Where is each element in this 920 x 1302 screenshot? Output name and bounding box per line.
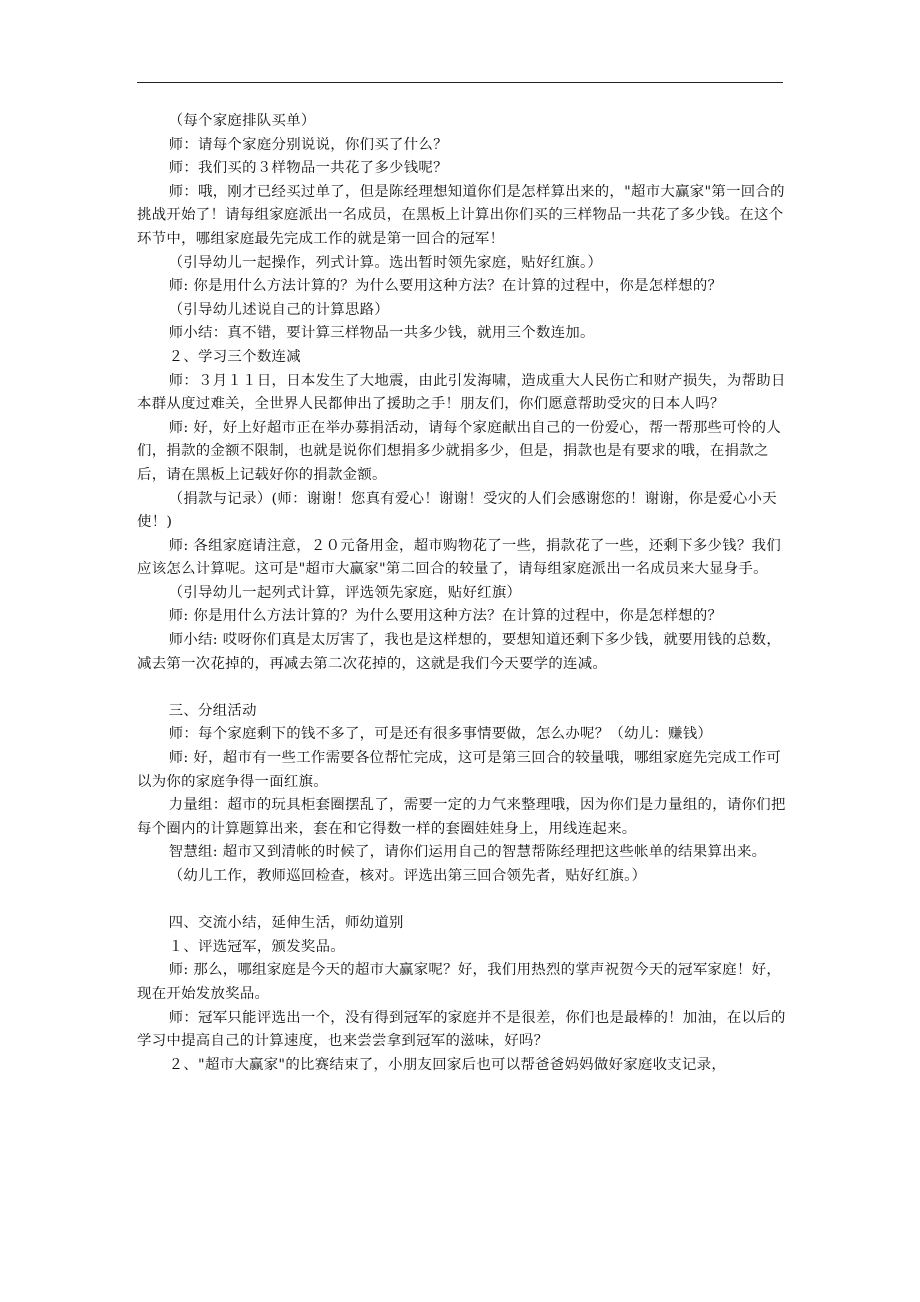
paragraph: 师: 你是用什么方法计算的？为什么要用这种方法？在计算的过程中，你是怎样想的？ [168,278,723,295]
paragraph: （引导幼儿一起列式计算，评选领先家庭，贴好红旗） [168,584,522,601]
paragraph: 师: 那么，哪组家庭是今天的超市大赢家呢？好，我们用热烈的掌声祝贺今天的冠军家庭！好，现在开始发放奖品。 [137,962,782,1002]
header-rule [137,82,783,83]
blank-line [137,676,787,700]
paragraph: 师：哦，刚才已经买过单了，但是陈经理想知道你们是怎样算出来的，"超市大赢家"第一回合的挑战开始了！请每组家庭派出一名成员，在黑板上计算出你们买的三样物品一共花了多少钱。在这个环节中，哪组家庭最先完成工作的就是第一回合的冠军！ [137,183,785,247]
paragraph: 师: 好，好上好超市正在举办募捐活动，请每个家庭献出自己的一份爱心，帮一帮那些可怜的人们，捐款的金额不限制，也就是说你们想捐多少就捐多少，但是，捐款也是有要求的哦，在捐款之后，请在黑板上记载好你的捐款金额。 [137,419,782,483]
section-heading: ２、学习三个数连减 [168,348,301,365]
document-body [137,110,787,1077]
paragraph: （捐款与记录）(师：谢谢！您真有爱心！谢谢！受灾的人们会感谢您的！谢谢，你是爱心小天使！) [137,490,777,531]
paragraph: 师：请每个家庭分别说说，你们买了什么？ [168,136,448,153]
paragraph: （每个家庭排队买单） [168,113,316,129]
paragraph: 师：我们买的３样物品一共花了多少钱呢？ [168,160,448,177]
blank-line [137,889,787,913]
paragraph: （幼儿工作，教师巡回检查，核对。评选出第三回合领先者，贴好红旗。） [168,868,647,884]
paragraph: 师：冠军只能评选出一个，没有得到冠军的家庭并不是很差，你们也是最棒的！加油，在以后的学习中提高自己的计算速度，也来尝尝拿到冠军的滋味，好吗？ [137,1009,786,1050]
paragraph: 师：每个家庭剩下的钱不多了，可是还有很多事情要做，怎么办呢？（幼儿：赚钱） [168,726,713,743]
paragraph: 师: 你是用什么方法计算的？为什么要用这种方法？在计算的过程中，你是怎样想的？ [168,608,723,625]
paragraph: （引导幼儿一起操作，列式计算。选出暂时领先家庭，贴好红旗。） [168,254,603,271]
section-heading: 三、分组活动 [168,702,257,719]
paragraph: （引导幼儿述说自己的计算思路） [168,301,390,318]
paragraph: 师：３月１１日，日本发生了大地震，由此引发海啸，造成重大人民伤亡和财产损失，为帮助日本群从度过难关，全世界人民都伸出了援助之手！朋友们，你们愿意帮助受灾的日本人吗？ [137,372,786,413]
paragraph: 师小结：真不错，要计算三样物品一共多少钱，就用三个数连加。 [168,325,595,342]
paragraph: ２、"超市大赢家"的比赛结束了，小朋友回家后也可以帮爸爸妈妈做好家庭收支记录， [168,1056,727,1073]
section-heading: 四、交流小结，延伸生活，师幼道别 [168,915,404,932]
paragraph: 智慧组: 超市又到清帐的时候了，请你们运用自己的智慧帮陈经理把这些帐单的结果算出来。 [168,844,767,861]
paragraph: 师小结: 哎呀你们真是太厉害了，我也是这样想的，要想知道还剩下多少钱，就要用钱的总数，减去第一次花掉的，再减去第二次花掉的，这就是我们今天要学的连减。 [137,632,782,672]
paragraph: 力量组：超市的玩具柜套圈摆乱了，需要一定的力气来整理哦，因为你们是力量组的，请你们把每个圈内的计算题算出来，套在和它得数一样的套圈娃娃身上，用线连起来。 [137,797,786,837]
paragraph: 师: 各组家庭请注意，２０元备用金，超市购物花了一些，捐款花了一些，还剩下多少钱？我们应该怎么计算呢。这可是"超市大赢家"第二回合的较量了，请每组家庭派出一名成员来大显身手。 [137,537,782,578]
section-heading: １、评选冠军，颁发奖品。 [168,938,345,955]
paragraph: 师: 好，超市有一些工作需要各位帮忙完成，这可是第三回合的较量哦，哪组家庭先完成工作可以为你的家庭争得一面红旗。 [137,750,782,790]
